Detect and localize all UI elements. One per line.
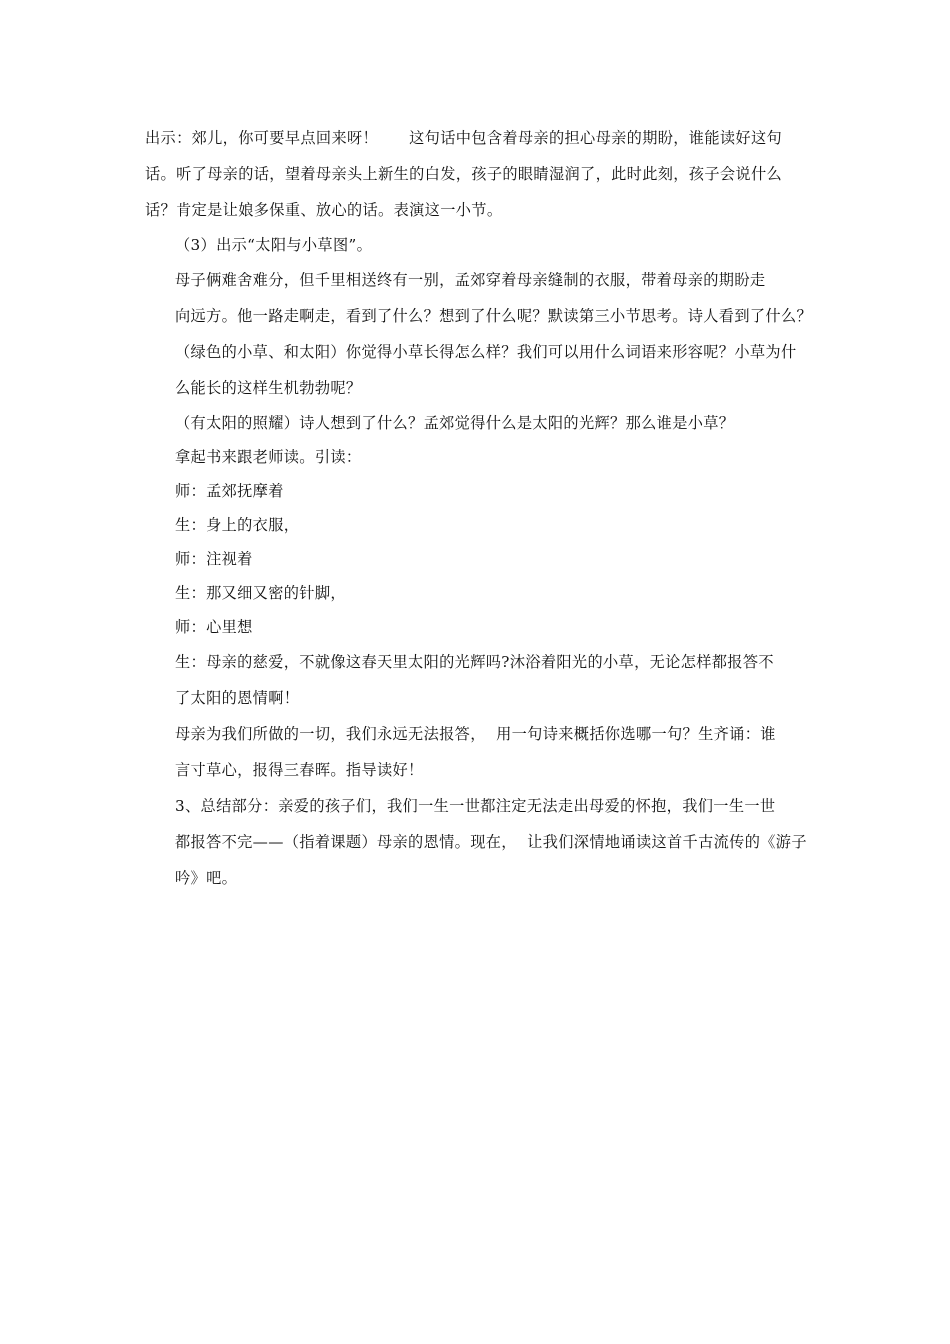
text-line: 生：母亲的慈爱，不就像这春天里太阳的光辉吗?沐浴着阳光的小草，无论怎样都报答不 bbox=[175, 653, 774, 671]
text-line: 师：心里想 bbox=[175, 618, 253, 636]
text-line: （绿色的小草、和太阳）你觉得小草长得怎么样？我们可以用什么词语来形容呢？小草为什 bbox=[175, 343, 797, 361]
text-line: 都报答不完——（指着课题）母亲的恩情。现在， 让我们深情地诵读这首千古流传的《游子 bbox=[175, 833, 807, 851]
text-line: 出示：郊儿，你可要早点回来呀！ 这句话中包含着母亲的担心母亲的期盼，谁能读好这句 bbox=[145, 129, 783, 147]
text-line: 向远方。他一路走啊走，看到了什么？想到了什么呢？默读第三小节思考。诗人看到了什么？ bbox=[175, 307, 813, 325]
paragraph-poem-summary bbox=[145, 716, 813, 788]
dialogue-teacher-1 bbox=[145, 474, 813, 508]
text-line: 师：孟郊抚摩着 bbox=[175, 482, 284, 500]
paragraph-mother-son-parting bbox=[145, 262, 813, 406]
text-line: 话。听了母亲的话，望着母亲头上新生的白发，孩子的眼睛湿润了，此时此刻，孩子会说什么 bbox=[145, 165, 783, 183]
dialogue-teacher-2 bbox=[145, 542, 813, 576]
text-line: 生：那又细又密的针脚， bbox=[175, 584, 346, 602]
paragraph-sun-shining bbox=[145, 406, 813, 440]
text-line: （有太阳的照耀）诗人想到了什么？孟郊觉得什么是太阳的光辉？那么谁是小草？ bbox=[175, 414, 735, 432]
text-line: 话？肯定是让娘多保重、放心的话。表演这一小节。 bbox=[145, 201, 503, 219]
dialogue-student-1 bbox=[145, 508, 813, 542]
paragraph-show-mother-words bbox=[145, 120, 813, 228]
text-line: 拿起书来跟老师读。引读： bbox=[175, 448, 362, 466]
dialogue-student-2 bbox=[145, 576, 813, 610]
text-line: 吟》吧。 bbox=[175, 869, 238, 887]
text-line: 母亲为我们所做的一切，我们永远无法报答， 用一句诗来概括你选哪一句？生齐诵：谁 bbox=[175, 725, 776, 743]
dialogue-teacher-3 bbox=[145, 610, 813, 644]
paragraph-sun-grass-picture bbox=[145, 228, 813, 262]
paragraph-read-along bbox=[145, 440, 813, 474]
paragraph-conclusion bbox=[145, 788, 813, 896]
text-line: 言寸草心，报得三春晖。指导读好！ bbox=[175, 761, 424, 779]
text-line: 3、总结部分：亲爱的孩子们，我们一生一世都注定无法走出母爱的怀抱，我们一生一世 bbox=[175, 797, 776, 815]
text-line: 师：注视着 bbox=[175, 550, 253, 568]
text-line: （3）出示“太阳与小草图”。 bbox=[175, 236, 373, 254]
dialogue-student-3 bbox=[145, 644, 813, 716]
text-line: 母子俩难舍难分，但千里相送终有一别，孟郊穿着母亲缝制的衣服，带着母亲的期盼走 bbox=[175, 271, 766, 289]
text-line: 了太阳的恩情啊！ bbox=[175, 689, 300, 707]
document-body bbox=[145, 120, 813, 896]
text-line: 么能长的这样生机勃勃呢？ bbox=[175, 379, 362, 397]
text-line: 生：身上的衣服， bbox=[175, 516, 300, 534]
